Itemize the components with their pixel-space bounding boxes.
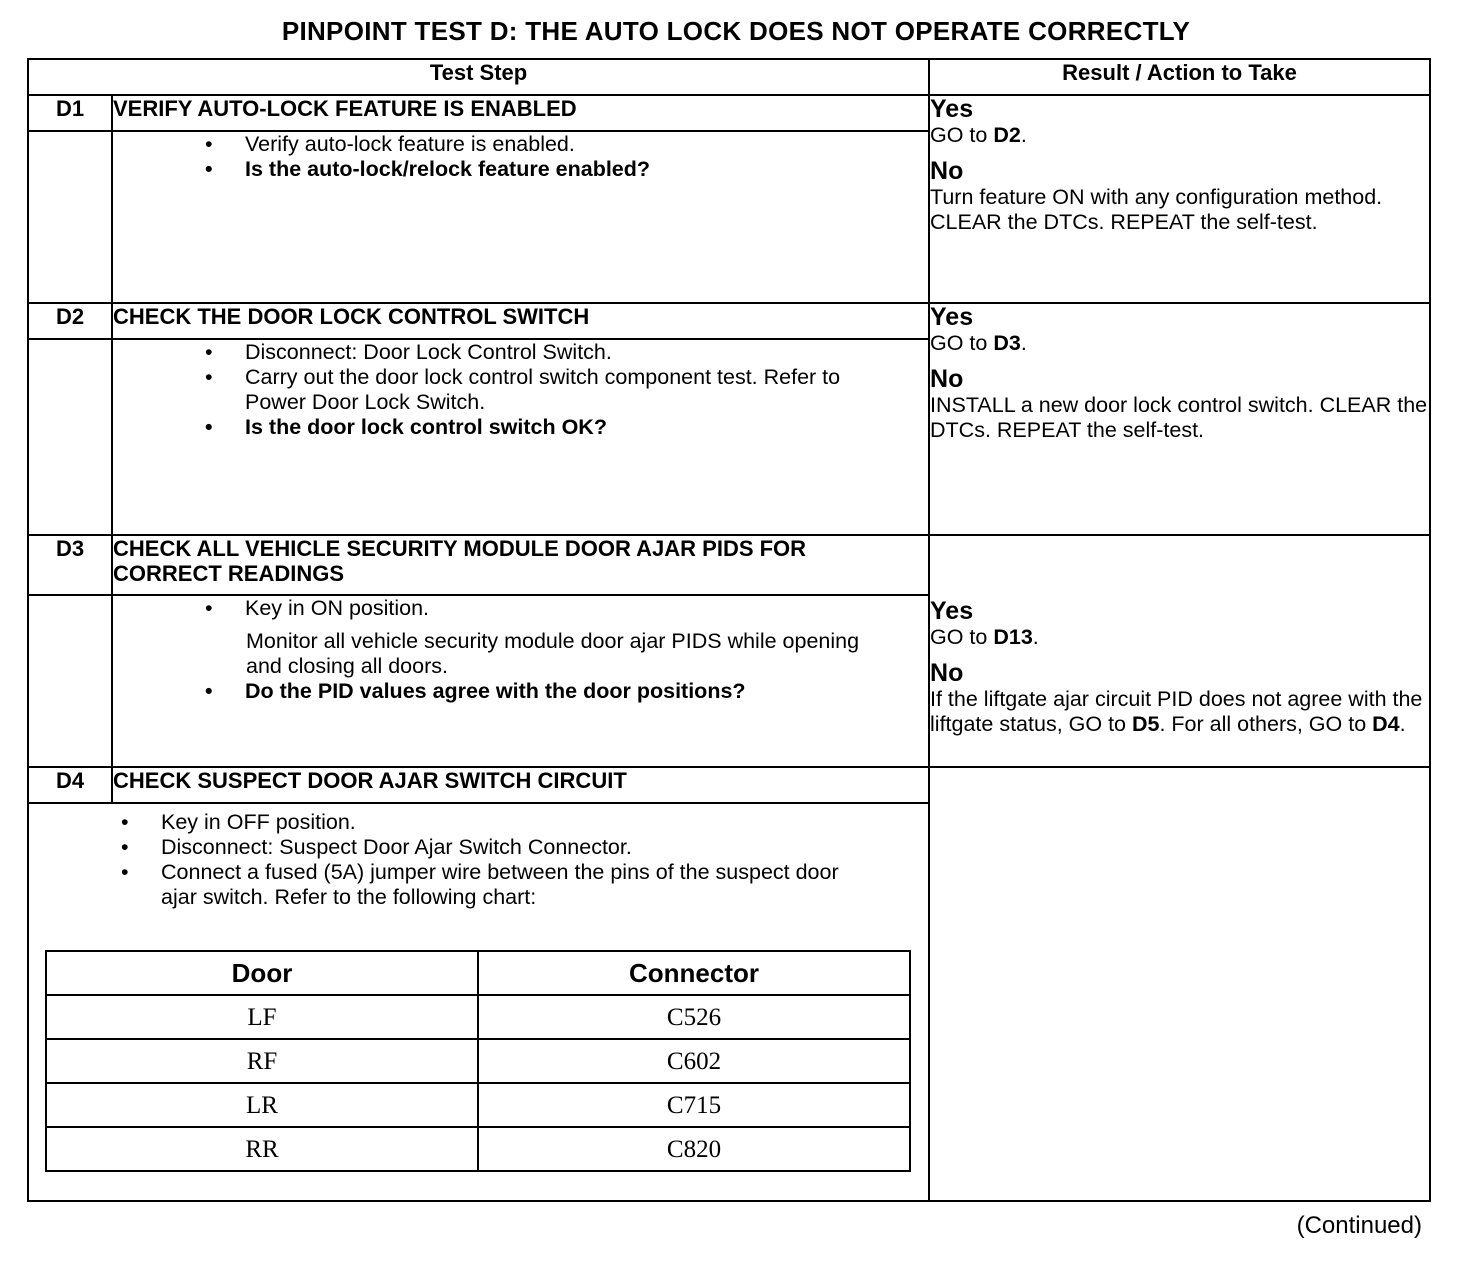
step-line: • Carry out the door lock control switch component test. Refer to Power Door Lock Switch. (113, 365, 928, 415)
step-d2-result (929, 303, 1430, 535)
step-line: • Disconnect: Suspect Door Ajar Switch Connector. (29, 835, 928, 860)
step-body (112, 131, 929, 303)
step-line: • Connect a fused (5A) jumper wire between the pins of the suspect door ajar switch. Refer to the following chart: (29, 860, 928, 910)
door-cell: RR (46, 1127, 478, 1171)
step-title: CHECK SUSPECT DOOR AJAR SWITCH CIRCUIT (112, 767, 929, 803)
yes-post: . (1020, 123, 1027, 147)
no-text: If the liftgate ajar circuit PID does not agree with the liftgate status, GO to (930, 687, 1423, 736)
header-test-step: Test Step (28, 59, 929, 95)
step-id: D4 (28, 767, 112, 803)
table-header-row (28, 59, 1430, 95)
connector-chart-wrap (29, 910, 928, 1200)
table-row (46, 995, 910, 1039)
continued-label: (Continued) (1296, 1212, 1422, 1239)
door-cell: LR (46, 1083, 478, 1127)
id-spacer (28, 595, 112, 767)
connector-chart-header (46, 951, 910, 995)
step-d4-result (929, 767, 1430, 1201)
page-title: PINPOINT TEST D: THE AUTO LOCK DOES NOT OPERATE CORRECTLY (281, 16, 1191, 46)
step-id: D1 (28, 95, 112, 131)
no-ref: D5 (1131, 712, 1160, 736)
no-label: No (930, 659, 964, 687)
yes-action (930, 123, 1429, 148)
no-label: No (930, 157, 964, 185)
table-row (46, 1127, 910, 1171)
step-body (28, 803, 929, 1201)
step-title: CHECK ALL VEHICLE SECURITY MODULE DOOR AJAR PIDS FOR CORRECT READINGS (112, 535, 929, 595)
yes-ref: D2 (993, 123, 1021, 147)
connector-header: Connector (478, 951, 910, 995)
pinpoint-test-table (27, 58, 1431, 1202)
connector-cell: C820 (478, 1127, 910, 1171)
step-question: • Is the door lock control switch OK? (113, 415, 928, 440)
step-body (112, 339, 929, 535)
step-question: • Is the auto-lock/relock feature enabled? (113, 157, 928, 182)
no-text: . For all others, GO to (1159, 712, 1373, 736)
step-line: • Disconnect: Door Lock Control Switch. (113, 340, 928, 365)
yes-action (930, 331, 1429, 356)
step-d4-title-row (28, 767, 1430, 803)
id-spacer (28, 339, 112, 535)
yes-post: . (1020, 331, 1027, 355)
no-ref: D4 (1372, 712, 1400, 736)
step-title: CHECK THE DOOR LOCK CONTROL SWITCH (112, 303, 929, 339)
step-line: • Key in OFF position. (29, 810, 928, 835)
no-action: INSTALL a new door lock control switch. CLEAR the DTCs. REPEAT the self-test. (930, 393, 1428, 442)
step-question: • Do the PID values agree with the door positions? (113, 679, 928, 704)
yes-label: Yes (930, 303, 974, 331)
step-line: • Verify auto-lock feature is enabled. (113, 132, 928, 157)
step-line: Monitor all vehicle security module door ajar PIDS while opening and closing all doors. (246, 629, 860, 678)
yes-post: . (1032, 625, 1039, 649)
step-d3-result (929, 535, 1430, 767)
id-spacer (28, 131, 112, 303)
no-post: . (1399, 712, 1406, 736)
connector-chart (45, 950, 911, 1172)
yes-text: GO to (930, 331, 994, 355)
no-label: No (930, 365, 964, 393)
step-d1-result (929, 95, 1430, 303)
step-title: VERIFY AUTO-LOCK FEATURE IS ENABLED (112, 95, 929, 131)
step-line: • Key in ON position. (113, 596, 928, 621)
yes-text: GO to (930, 123, 994, 147)
door-cell: RF (46, 1039, 478, 1083)
step-d3-title-row (28, 535, 1430, 595)
yes-label: Yes (930, 597, 974, 625)
step-d2-title-row (28, 303, 1430, 339)
connector-cell: C715 (478, 1083, 910, 1127)
connector-cell: C602 (478, 1039, 910, 1083)
step-body (112, 595, 929, 767)
yes-ref: D13 (993, 625, 1033, 649)
yes-label: Yes (930, 95, 974, 123)
yes-action (930, 625, 1429, 650)
yes-ref: D3 (993, 331, 1021, 355)
door-cell: LF (46, 995, 478, 1039)
connector-cell: C526 (478, 995, 910, 1039)
table-row (46, 1083, 910, 1127)
step-d1-title-row (28, 95, 1430, 131)
no-action: Turn feature ON with any configuration method. CLEAR the DTCs. REPEAT the self-test. (930, 185, 1383, 234)
step-id: D2 (28, 303, 112, 339)
table-row (46, 1039, 910, 1083)
door-header: Door (46, 951, 478, 995)
no-action (930, 687, 1429, 737)
header-result: Result / Action to Take (929, 59, 1430, 95)
step-id: D3 (28, 535, 112, 595)
yes-text: GO to (930, 625, 994, 649)
